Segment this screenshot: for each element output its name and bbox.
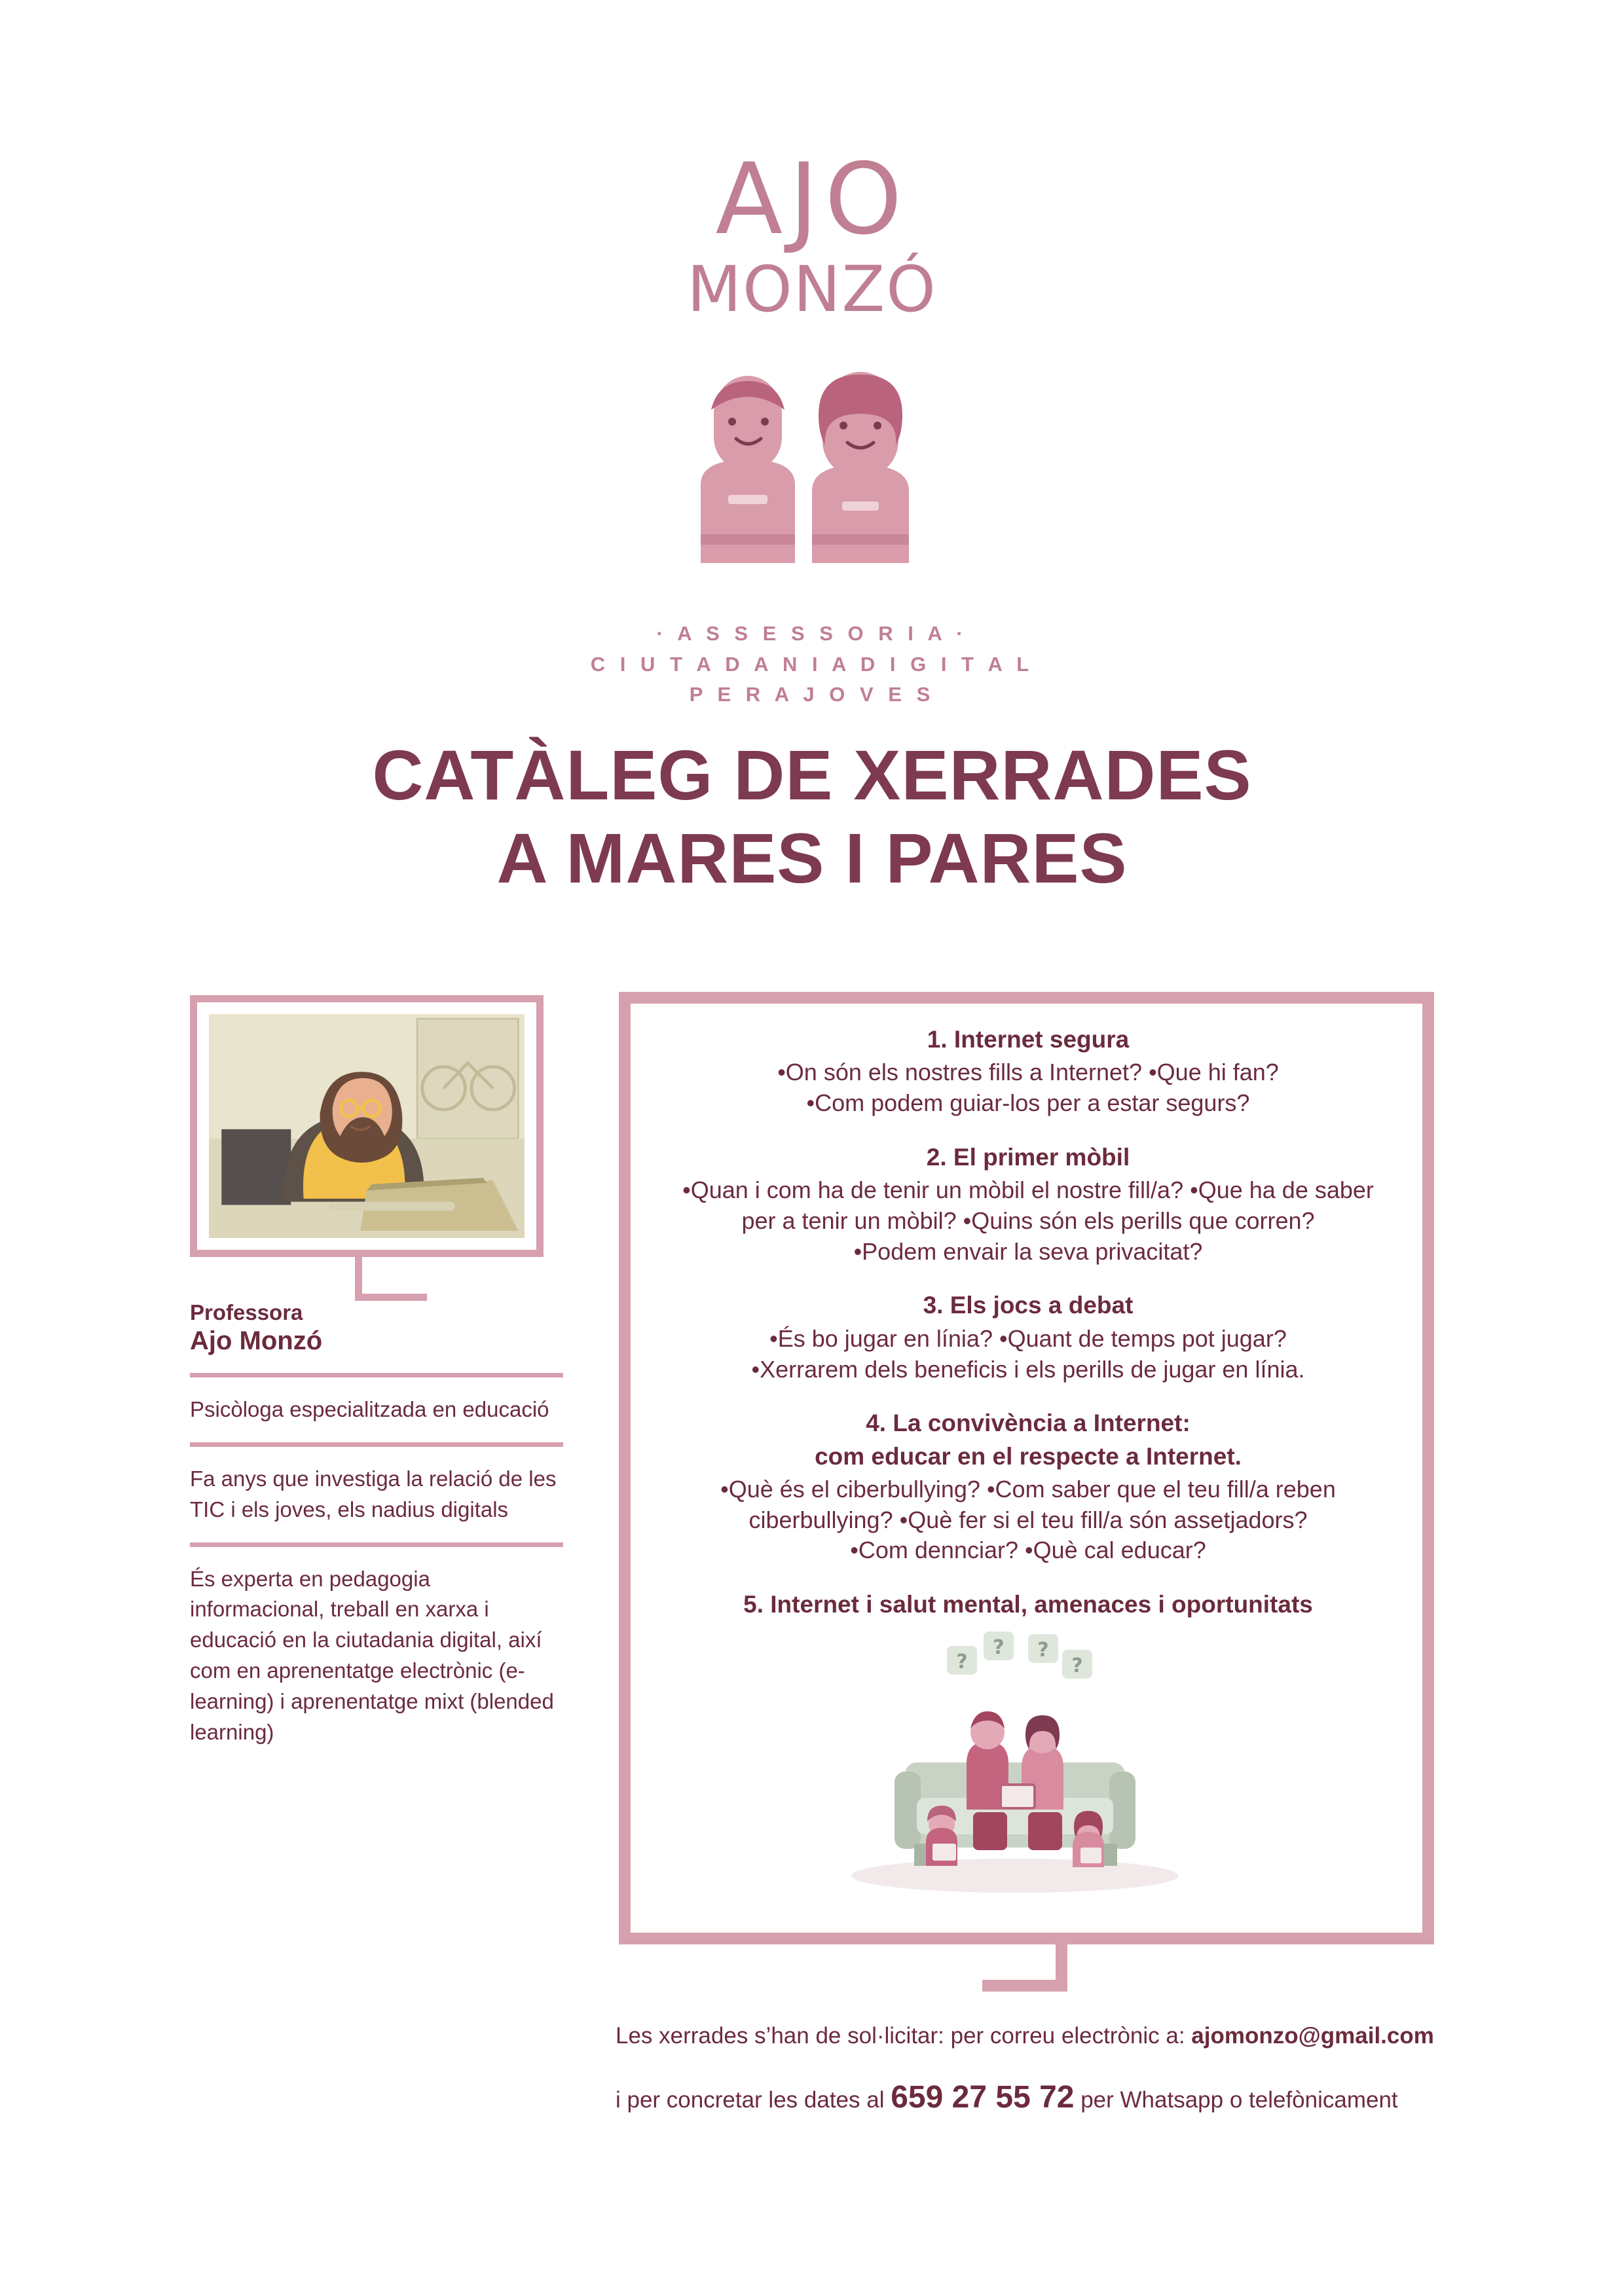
brand-logo bbox=[0, 143, 1624, 326]
divider bbox=[190, 1373, 563, 1377]
tagline-line-3: P E R A J O V E S bbox=[689, 683, 935, 706]
talk-item bbox=[655, 1142, 1401, 1267]
talk-title: 5. Internet i salut mental, amenaces i oportunitats bbox=[743, 1591, 1313, 1618]
page-title-line-2: A MARES I PARES bbox=[496, 818, 1128, 898]
talk-body-line: •On són els nostres fills a Internet? •Que hi fan? bbox=[777, 1059, 1279, 1086]
talk-title: 2. El primer mòbil bbox=[926, 1143, 1130, 1171]
svg-text:?: ? bbox=[993, 1636, 1005, 1659]
talks-list bbox=[655, 1025, 1401, 1643]
talk-title: 4. La convivència a Internet: bbox=[866, 1410, 1190, 1437]
talk-body-line: •Com dennciar? •Què cal educar? bbox=[850, 1537, 1206, 1564]
page-title bbox=[0, 733, 1624, 900]
talk-item bbox=[655, 1408, 1401, 1566]
tagline-line-2: C I U T A D A N I A D I G I T A L bbox=[590, 652, 1034, 676]
photo-bubble-tail bbox=[355, 1256, 427, 1301]
logo-wordmark-monzo: MONZÓ bbox=[687, 253, 937, 326]
speaker-bio-1: Psicòloga especialitzada en educació bbox=[190, 1397, 549, 1421]
contact-phone-line bbox=[616, 2079, 1467, 2115]
divider bbox=[190, 1542, 563, 1547]
talk-body-line: •És bo jugar en línia? •Quant de temps pot jugar? bbox=[769, 1324, 1287, 1352]
logo-wordmark-ajo: AJO bbox=[715, 143, 909, 257]
svg-text:?: ? bbox=[956, 1650, 968, 1673]
talk-body-line: •Xerrarem dels beneficis i els perills de jugar en línia. bbox=[751, 1355, 1305, 1383]
speaker-name: Ajo Monzó bbox=[190, 1326, 323, 1355]
brand-tagline bbox=[0, 619, 1624, 710]
speaker-photo bbox=[209, 1014, 525, 1238]
talk-title: 1. Internet segura bbox=[927, 1026, 1130, 1053]
talk-body-line: •Quan i com ha de tenir un mòbil el nostre fill/a? •Que ha de saber bbox=[682, 1176, 1374, 1204]
page-title-line-1: CATÀLEG DE XERRADES bbox=[372, 735, 1252, 814]
contact-phone-suffix: per Whatsapp o telefònicament bbox=[1074, 2087, 1398, 2113]
family-illustration bbox=[832, 1624, 1198, 1899]
talk-title-line-2: com educar en el respecte a Internet. bbox=[815, 1442, 1242, 1470]
contact-email[interactable]: ajomonzo@gmail.com bbox=[1191, 2023, 1434, 2049]
talk-item bbox=[655, 1290, 1401, 1385]
speaker-column bbox=[190, 995, 563, 1748]
talk-item bbox=[655, 1590, 1401, 1620]
talk-body-line: per a tenir un mòbil? •Quins són els perills que corren? bbox=[741, 1207, 1315, 1234]
contact-email-line bbox=[616, 2023, 1467, 2049]
talk-item bbox=[655, 1025, 1401, 1119]
divider bbox=[190, 1442, 563, 1447]
speaker-bio-3: És experta en pedagogia informacional, treball en xarxa i educació en la ciutadania digital, així com en aprenentatge electrònic (e-learning) i aprenentatge mixt (blended learning) bbox=[190, 1566, 554, 1744]
talk-body-line: •Podem envair la seva privacitat? bbox=[853, 1237, 1203, 1265]
contact-phone[interactable]: 659 27 55 72 bbox=[891, 2080, 1075, 2115]
contact-footer bbox=[616, 2023, 1467, 2115]
contact-email-prefix: Les xerrades s’han de sol·licitar: per correu electrònic a: bbox=[616, 2023, 1192, 2049]
speaker-photo-frame bbox=[190, 995, 544, 1257]
talk-body-line: •Com podem guiar-los per a estar segurs? bbox=[806, 1089, 1250, 1117]
talks-bubble-tail bbox=[982, 1933, 1067, 1992]
speaker-role-label: Professora bbox=[190, 1300, 303, 1324]
svg-text:?: ? bbox=[1071, 1654, 1083, 1677]
speaker-bio-2: Fa anys que investiga la relació de les TIC i els joves, els nadius digitals bbox=[190, 1466, 557, 1522]
talk-body-line: ciberbullying? •Què fer si el teu fill/a són assetjadors? bbox=[748, 1506, 1308, 1533]
talk-body-line: •Què és el ciberbullying? •Com saber que el teu fill/a reben bbox=[720, 1475, 1336, 1503]
talk-title: 3. Els jocs a debat bbox=[923, 1292, 1134, 1319]
tagline-line-1: · A S S E S S O R I A · bbox=[656, 622, 968, 645]
couple-illustration bbox=[688, 367, 936, 583]
svg-text:?: ? bbox=[1037, 1639, 1049, 1662]
contact-phone-prefix: i per concretar les dates al bbox=[616, 2087, 891, 2113]
